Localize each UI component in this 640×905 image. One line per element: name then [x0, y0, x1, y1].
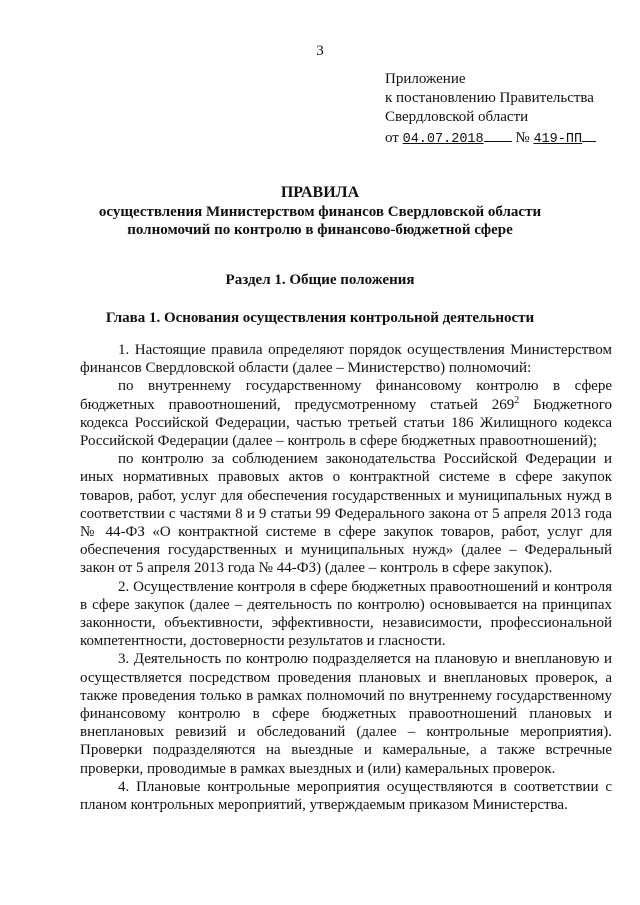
- appendix-date-line: [385, 127, 596, 149]
- paragraph-2: [80, 377, 612, 450]
- title-line-2: осуществления Министерством финансов Свердловской области: [98, 204, 542, 220]
- title-main: ПРАВИЛА: [280, 184, 360, 201]
- paragraph-4: 2. Осуществление контроля в сфере бюджетных правоотношений и контроля в сфере закупок (далее – деятельность по контролю) основывается на принципах законности, объективности, эффективности, независимости, профессиональной компетентности, достоверности результатов и гласности.: [80, 578, 612, 650]
- article-superscript: 2: [514, 394, 520, 406]
- appendix-title: Приложение: [385, 71, 466, 87]
- paragraph-5: 3. Деятельность по контролю подразделяется на плановую и внеплановую и осуществляется посредством проведения плановых и внеплановых проверок, а также проведения только в рамках полномочий по внутреннему государственному финансовому контролю в сфере бюджетных правоотношений плановых и внеплановых ревизий и обследований (далее – контрольные мероприятия). Проверки подразделяются на выездные и камеральные, а также встречные проверки, проводимые в рамках выездных и (или) камеральных проверок.: [80, 651, 612, 777]
- number-underline: [582, 127, 596, 142]
- paragraph-2-start: по внутреннему государственному финансовому контролю в сфере бюджетных правоотношений, предусмотренному статьей 269: [80, 378, 612, 413]
- chapter-heading: Глава 1. Основания осуществления контрольной деятельности: [105, 310, 535, 326]
- number-prefix: №: [515, 130, 530, 146]
- page-number: 3: [316, 43, 324, 59]
- paragraph-2-end: Бюджетного кодекса Российской Федерации, частью третьей статьи 186 Жилищного кодекса Российской Федерации (далее – контроль в сфере бюджетных правоотношений);: [80, 396, 612, 450]
- resolution-date: 04.07.2018: [402, 132, 484, 147]
- appendix-region-line: Свердловской области: [385, 109, 529, 125]
- date-prefix: от: [385, 130, 399, 146]
- title-line-3: полномочий по контролю в финансово-бюджетной сфере: [127, 222, 513, 238]
- paragraph-1: 1. Настоящие правила определяют порядок осуществления Министерством финансов Свердловской области (далее – Министерство) полномочий:: [80, 342, 612, 377]
- resolution-number: 419-ПП: [533, 132, 583, 147]
- section-heading: Раздел 1. Общие положения: [225, 272, 415, 288]
- appendix-block: [385, 70, 596, 149]
- document-title: [0, 184, 640, 239]
- paragraph-3: по контролю за соблюдением законодательства Российской Федерации и иных нормативных правовых актов о контрактной системе в сфере закупок товаров, работ, услуг для обеспечения государственных и муниципальных нужд в соответствии с частями 8 и 9 статьи 99 Федерального закона от 5 апреля 2013 года № 44-ФЗ «О контрактной системе в сфере закупок товаров, работ, услуг для обеспечения государственных и муниципальных нужд» (далее – Федеральный закон от 5 апреля 2013 года № 44-ФЗ) (далее – контроль в сфере закупок).: [80, 451, 612, 577]
- body-text: [80, 341, 612, 814]
- paragraph-6: 4. Плановые контрольные мероприятия осуществляются в соответствии с планом контрольных мероприятий, утверждаемым приказом Министерства.: [80, 778, 612, 814]
- date-underline: [484, 127, 512, 142]
- appendix-resolution-line: к постановлению Правительства: [385, 90, 594, 106]
